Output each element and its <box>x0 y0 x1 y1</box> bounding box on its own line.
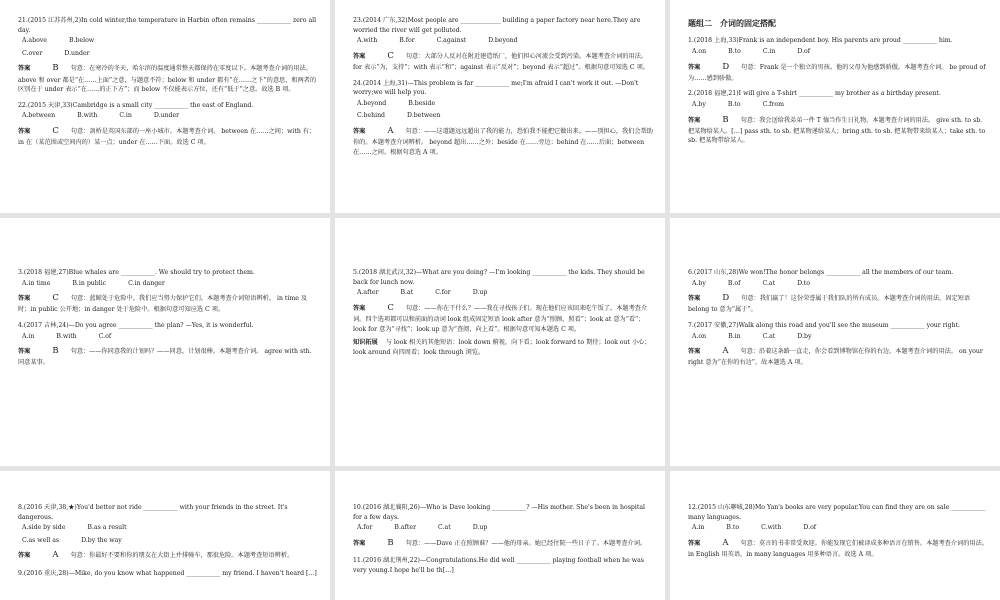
option: D.under <box>64 49 90 57</box>
question-text: 10.(2016 湖北襄阳,26)—Who is Dave looking ___________? —His mother. She's been in hospital for a few days. <box>353 504 645 521</box>
explanation: 句意：你最好不要和你的朋友在大街上并排骑车，那很危险。本题考查短语辨析。 <box>70 552 294 560</box>
question-text: 9.(2016 重庆,28)—Mike, do you know what happened ___________ my friend. I haven't heard [...] <box>18 569 317 577</box>
answer-label: 答案 <box>353 128 366 136</box>
answer-letter: C <box>387 302 394 313</box>
options-row <box>22 279 318 289</box>
explanation: 句意：大部分人反对在附近建造纸厂，他们担心河流会受到污染。本题考查介词的用法。 for 表示“为，支持”；with 表示“和”；against 表示“反对”；beyond 表示“超过”。根据句意可知选 C 项。 <box>353 52 649 71</box>
option: A.with <box>357 37 378 45</box>
explanation: 句意：——你在干什么？——我在寻找孩子们。现在他们应该回来吃午饭了。本题考查介词。四个选项都可以和前面的动词 look 组成固定短语 look after 意为“照顾，照看”；look at 意为“看”；look for 意为“寻找”；look up 意为“查阅，向上看”。根据句意可知本题选 C 项。 <box>353 304 648 333</box>
answer-block <box>353 537 653 550</box>
option: A.between <box>22 112 56 120</box>
answer-label: 答案 <box>18 128 31 136</box>
knowledge-note <box>353 338 653 357</box>
option: B.beside <box>408 99 436 107</box>
option: C.behind <box>357 112 386 120</box>
note-label: 知识拓展 <box>353 339 378 347</box>
option: A.in <box>692 524 705 532</box>
answer-letter: B <box>52 346 59 357</box>
answer-label: 答案 <box>688 539 701 547</box>
option: C.from <box>762 101 784 108</box>
option: A.on <box>692 48 707 55</box>
question-text: 6.(2017 山东,28)We won!The honor belongs ___________ all the members of our team. <box>688 269 954 276</box>
answer-label: 答案 <box>353 52 366 60</box>
options-row <box>22 332 318 342</box>
options-row <box>692 279 988 289</box>
answer-block <box>688 61 988 84</box>
answer-letter: B <box>722 114 729 125</box>
exam-panel-5 <box>335 218 665 466</box>
question-text: 21.(2015 江苏苏州,2)In cold winter,the temperature in Harbin often remains ___________ zero all day. <box>18 17 317 34</box>
explanation: 句意：我会送给我弟弟一件 T 恤当作生日礼物。本题考查介词的用法。 give sth. to sb. 把某物给某人。[…] pass sth. to sb. 把某物递给某人；bring sth. to sb. 把某物带来给某人；take sth. to sb. 把某物带给某人。 <box>688 116 986 145</box>
option: B.to <box>728 48 741 55</box>
option: C.in danger <box>128 279 165 287</box>
answer-letter: D <box>722 293 730 304</box>
option: B.with <box>56 332 77 340</box>
option: A.after <box>357 289 379 297</box>
option: B.with <box>77 112 98 120</box>
answer-label: 答案 <box>18 65 31 73</box>
option: B.after <box>394 524 417 532</box>
question-text: 23.(2014 广东,32)Most people are _____________ building a paper factory near here.They are worried the river will get polluted. <box>353 17 641 34</box>
answer-block <box>688 292 988 315</box>
option: A.by <box>692 101 706 108</box>
option: D.to <box>797 279 811 287</box>
answer-label: 答案 <box>353 539 366 547</box>
explanation: 句意：剑桥是英国东部的一座小城市。本题考查介词。 between 在……之间；with 有；in 在（某范围或空间内的）某一点；under 在……下面。故选 C 项。 <box>18 128 316 147</box>
group-title: 题组二 介词的固定搭配 <box>688 19 776 28</box>
option: D.of <box>797 48 811 55</box>
option: B.in public <box>72 279 107 287</box>
option: A.in time <box>22 279 51 287</box>
option: C.against <box>436 37 467 45</box>
options-row <box>357 111 653 121</box>
exam-panel-1 <box>0 0 330 213</box>
answer-letter: A <box>722 346 729 357</box>
question-text: 3.(2018 福建,27)Blue whales are ___________. We should try to protect them. <box>18 269 255 276</box>
options-row <box>692 523 988 533</box>
explanation: 句意：沿着这条路一直走，你会看到博物馆在你的右边。本题考查介词的用法。 on your right 意为“在你的右边”，故本题选 A 项。 <box>688 348 983 367</box>
question-text: 4.(2017 吉林,24)—Do you agree ___________ the plan? —Yes, it is wonderful. <box>18 322 254 329</box>
answer-letter: C <box>52 126 59 137</box>
answer-letter: B <box>387 537 394 548</box>
exam-panel-7 <box>0 471 330 600</box>
option: B.below <box>68 37 95 45</box>
option: A.side by side <box>22 524 66 532</box>
exam-panel-3 <box>670 0 1000 213</box>
option: A.above <box>22 37 47 45</box>
option: D.up <box>472 524 488 532</box>
answer-block <box>18 345 318 368</box>
option: C.at <box>762 279 776 287</box>
answer-block <box>353 50 653 73</box>
option: D.up <box>472 289 488 297</box>
answer-letter: C <box>387 50 394 61</box>
answer-block <box>688 537 988 560</box>
exam-panel-4 <box>0 218 330 466</box>
explanation: 句意：——你同意我的计划吗？——同意，计划很棒。本题考查介词。 agree with sth. 同意某事。 <box>18 348 312 367</box>
answer-letter: A <box>387 126 394 137</box>
option: C.in <box>119 112 132 120</box>
answer-letter: A <box>722 537 729 548</box>
answer-block <box>353 302 653 334</box>
option: A.beyond <box>357 99 387 107</box>
options-row <box>22 111 318 121</box>
exam-panel-8 <box>335 471 665 600</box>
question-text: 2.(2018 福建,21)I will give a T-shirt ___________ my brother as a birthday present. <box>688 90 941 98</box>
option: C.as well as <box>22 536 60 544</box>
answer-label: 答案 <box>688 63 701 71</box>
option: A.by <box>692 279 706 287</box>
answer-letter: C <box>52 293 59 304</box>
answer-label: 答案 <box>18 552 31 560</box>
answer-block <box>353 125 653 157</box>
question-text: 11.(2016 湖北荆州,22)—Congratulations.He did well ___________ playing football when he was very young.I hope he'll be th[…] <box>353 557 644 574</box>
options-row <box>357 288 653 298</box>
options-row <box>357 523 653 533</box>
option: B.of <box>727 279 741 287</box>
answer-block <box>688 114 988 146</box>
options-row <box>22 36 318 46</box>
option: D.by <box>797 332 812 340</box>
explanation: 句意：在寒冷的冬天，哈尔滨的温度通常整天都保持在零度以下。本题考查介词的用法。 above 和 over 都是“在……上面”之意，与题意不符；below 和 under 都有“在……之下”的意思，和两者的区别在于 under 表示“在……的正下方”；而 below 不仅能表示方位，还有“低于”之意。故选 B 项。 <box>18 65 317 94</box>
explanation: 句意：——这道题远远超出了我的能力，恐怕我不能把它做出来。——别担心，我们会帮助你的。本题考查介词辨析。 beyond 超出……之外；beside 在……旁边；behind 在……后面；between 在……之间。根据句意选 A 项。 <box>353 128 653 156</box>
question-text: 22.(2015 天津,33)Cambridge is a small city ___________ the east of England. <box>18 101 254 109</box>
answer-letter: A <box>52 550 59 561</box>
option: D.between <box>407 112 441 120</box>
options-row <box>22 523 318 533</box>
answer-block <box>18 549 318 562</box>
option: B.as a result <box>87 524 127 532</box>
answer-letter: B <box>52 63 59 74</box>
answer-block <box>18 62 318 94</box>
option: D.by the way <box>81 536 122 544</box>
answer-letter: D <box>722 61 730 72</box>
options-row <box>692 100 988 110</box>
note-text: 与 look 相关的其他短语：look down 俯视，向下看；look forward to 期待；look out 小心；look around 向四周看；look through 浏览。 <box>353 339 651 356</box>
exam-panel-2 <box>335 0 665 213</box>
explanation: 句意：莫言的书非常受欢迎。你能发现它们被译成多种语言在销售。本题考查介词的用法。 in English 用英语，in many languages 用多种语言。故选 A 项。 <box>688 539 988 558</box>
answer-label: 答案 <box>688 116 701 124</box>
option: C.for <box>435 289 451 297</box>
answer-label: 答案 <box>18 348 31 356</box>
options-row <box>22 536 318 546</box>
option: C.at <box>438 524 451 532</box>
option: B.in <box>728 332 741 340</box>
options-row <box>692 47 988 57</box>
question-text: 7.(2017 安徽,27)Walk along this road and you'll see the museum ___________ your right. <box>688 322 961 329</box>
option: D.of <box>803 524 817 532</box>
options-row <box>357 99 653 109</box>
explanation: 句意：——Dave 正在照顾谁？——他的母亲。她已经住院一些日子了。本题考查介词。 <box>405 539 647 547</box>
question-text: 8.(2016 天津,38,★)You'd better not ride ___________ with your friends in the street. It's dangerous. <box>18 504 288 521</box>
answer-label: 答案 <box>688 348 701 356</box>
answer-block <box>18 292 318 315</box>
explanation: 句意：我们赢了！这份荣誉属于我们队的所有成员。本题考查介词的用法。固定短语 belong to 意为“属于”。 <box>688 295 971 314</box>
options-row <box>692 332 988 342</box>
exam-panel-6 <box>670 218 1000 466</box>
option: C.of <box>98 332 112 340</box>
answer-label: 答案 <box>18 295 31 303</box>
explanation: 句意：蓝鲸处于危险中。我们应当努力保护它们。本题考查介词短语辨析。 in time 及时；in public 公开地；in danger 处于危险中。根据句意可知应选 C 项。 <box>18 295 308 314</box>
answer-block <box>18 125 318 148</box>
question-text: 1.(2018 上海,33)Frank is an independent boy. His parents are proud ___________ him. <box>688 37 953 45</box>
answer-label: 答案 <box>688 295 701 303</box>
question-text: 12.(2015 山东聊城,28)Mo Yan's books are very popular.You can find they are on sale ___________ many languages. <box>688 504 986 521</box>
option: B.for <box>399 37 415 45</box>
options-row <box>22 49 318 59</box>
option: B.to <box>727 101 741 108</box>
option: A.in <box>22 332 35 340</box>
exam-panel-9 <box>670 471 1000 600</box>
option: B.at <box>400 289 414 297</box>
option: A.on <box>692 332 707 340</box>
option: C.in <box>762 48 776 55</box>
question-text: 5.(2018 湖北武汉,32)—What are you doing? —I'm looking ___________ the kids. They should be back for lunch now. <box>353 269 645 286</box>
explanation: 句意：Frank 是一个独立的男孩。他的父母为他感到骄傲。本题考查介词。 be proud of 为……感到骄傲。 <box>688 63 986 82</box>
answer-label: 答案 <box>353 304 366 312</box>
option: C.over <box>22 49 43 57</box>
option: D.beyond <box>488 37 518 45</box>
options-row <box>357 36 653 46</box>
question-text: 24.(2014 上海,31)—This problem is far ___________ me;I'm afraid I can't work it out. —Don't worry;we will help you. <box>353 79 639 97</box>
option: C.at <box>762 332 776 340</box>
option: D.under <box>153 112 180 120</box>
option: B.to <box>726 524 740 532</box>
answer-block <box>688 345 988 368</box>
option: A.for <box>357 524 373 532</box>
option: C.with <box>761 524 782 532</box>
